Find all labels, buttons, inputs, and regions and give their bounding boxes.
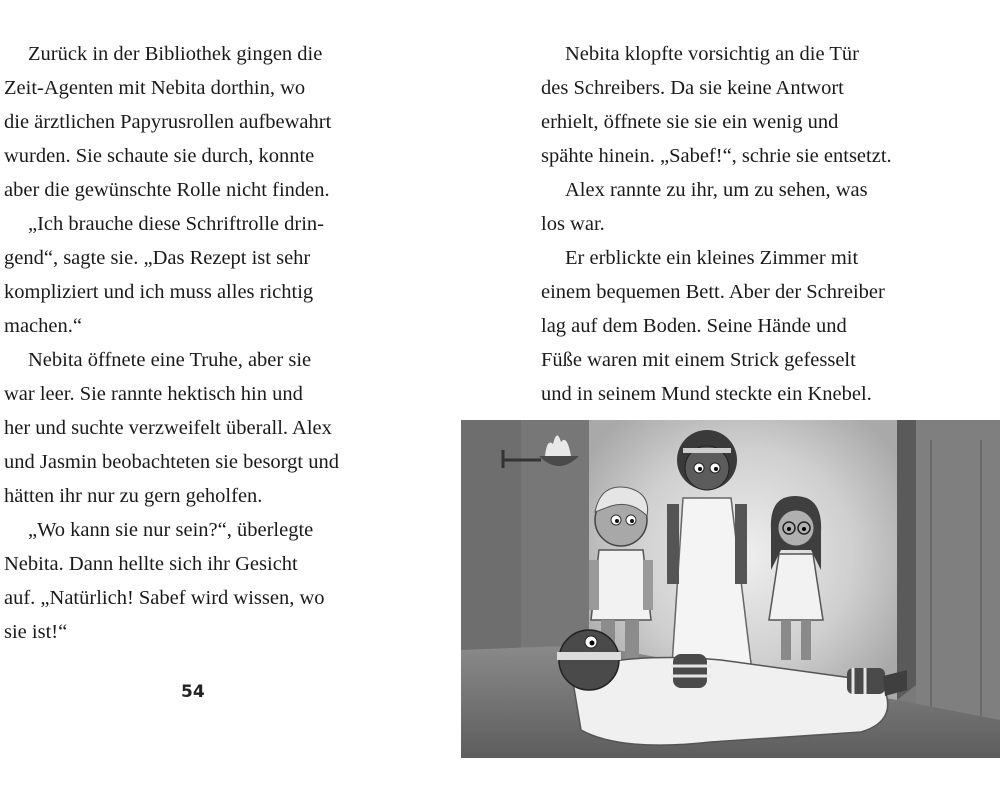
text-line: des Schreibers. Da sie keine Antwort (541, 77, 844, 99)
text-line: Nebita klopfte vorsichtig an die Tür (565, 43, 859, 65)
text-line: hätten ihr nur zu gern geholfen. (4, 485, 263, 507)
text-line: gend“, sagte sie. „Das Rezept ist sehr (4, 247, 311, 269)
text-line: „Ich brauche diese Schriftrolle drin- (28, 213, 324, 235)
text-line: „Wo kann sie nur sein?“, überlegte (28, 519, 314, 541)
text-line: erhielt, öffnete sie sie ein wenig und (541, 111, 839, 133)
door-edge (897, 420, 916, 700)
text-line: wurden. Sie schaute sie durch, konnte (4, 145, 315, 167)
text-line: aber die gewünschte Rolle nicht finden. (4, 179, 330, 201)
text-line: Füße waren mit einem Strick gefesselt (541, 349, 856, 371)
text-line: Zurück in der Bibliothek gingen die (28, 43, 323, 65)
text-line: einem bequemen Bett. Aber der Schreiber (541, 281, 885, 303)
text-line: her und suchte verzweifelt überall. Alex (4, 417, 332, 439)
text-line: machen.“ (4, 315, 82, 337)
right-page-text (541, 37, 921, 411)
gag-icon (557, 652, 621, 660)
text-line: Alex rannte zu ihr, um zu sehen, was (565, 179, 868, 201)
story-illustration (461, 420, 1000, 758)
text-line: und Jasmin beobachteten sie besorgt und (4, 451, 339, 473)
left-page-text (4, 37, 379, 649)
text-line: sie ist!“ (4, 621, 68, 643)
text-line: Nebita öffnete eine Truhe, aber sie (28, 349, 312, 371)
text-line: Zeit-Agenten mit Nebita dorthin, wo (4, 77, 306, 99)
text-line: spähte hinein. „Sabef!“, schrie sie entsetzt. (541, 145, 892, 167)
page-number: 54 (181, 682, 205, 702)
text-line: lag auf dem Boden. Seine Hände und (541, 315, 847, 337)
text-line: war leer. Sie rannte hektisch hin und (4, 383, 303, 405)
text-line: Er erblickte ein kleines Zimmer mit (565, 247, 859, 269)
text-line: auf. „Natürlich! Sabef wird wissen, wo (4, 587, 325, 609)
text-line: los war. (541, 213, 605, 235)
text-line: kompliziert und ich muss alles richtig (4, 281, 314, 303)
text-line: die ärztlichen Papyrusrollen aufbewahrt (4, 111, 332, 133)
text-line: Nebita. Dann hellte sich ihr Gesicht (4, 553, 298, 575)
text-line: und in seinem Mund steckte ein Knebel. (541, 383, 872, 405)
